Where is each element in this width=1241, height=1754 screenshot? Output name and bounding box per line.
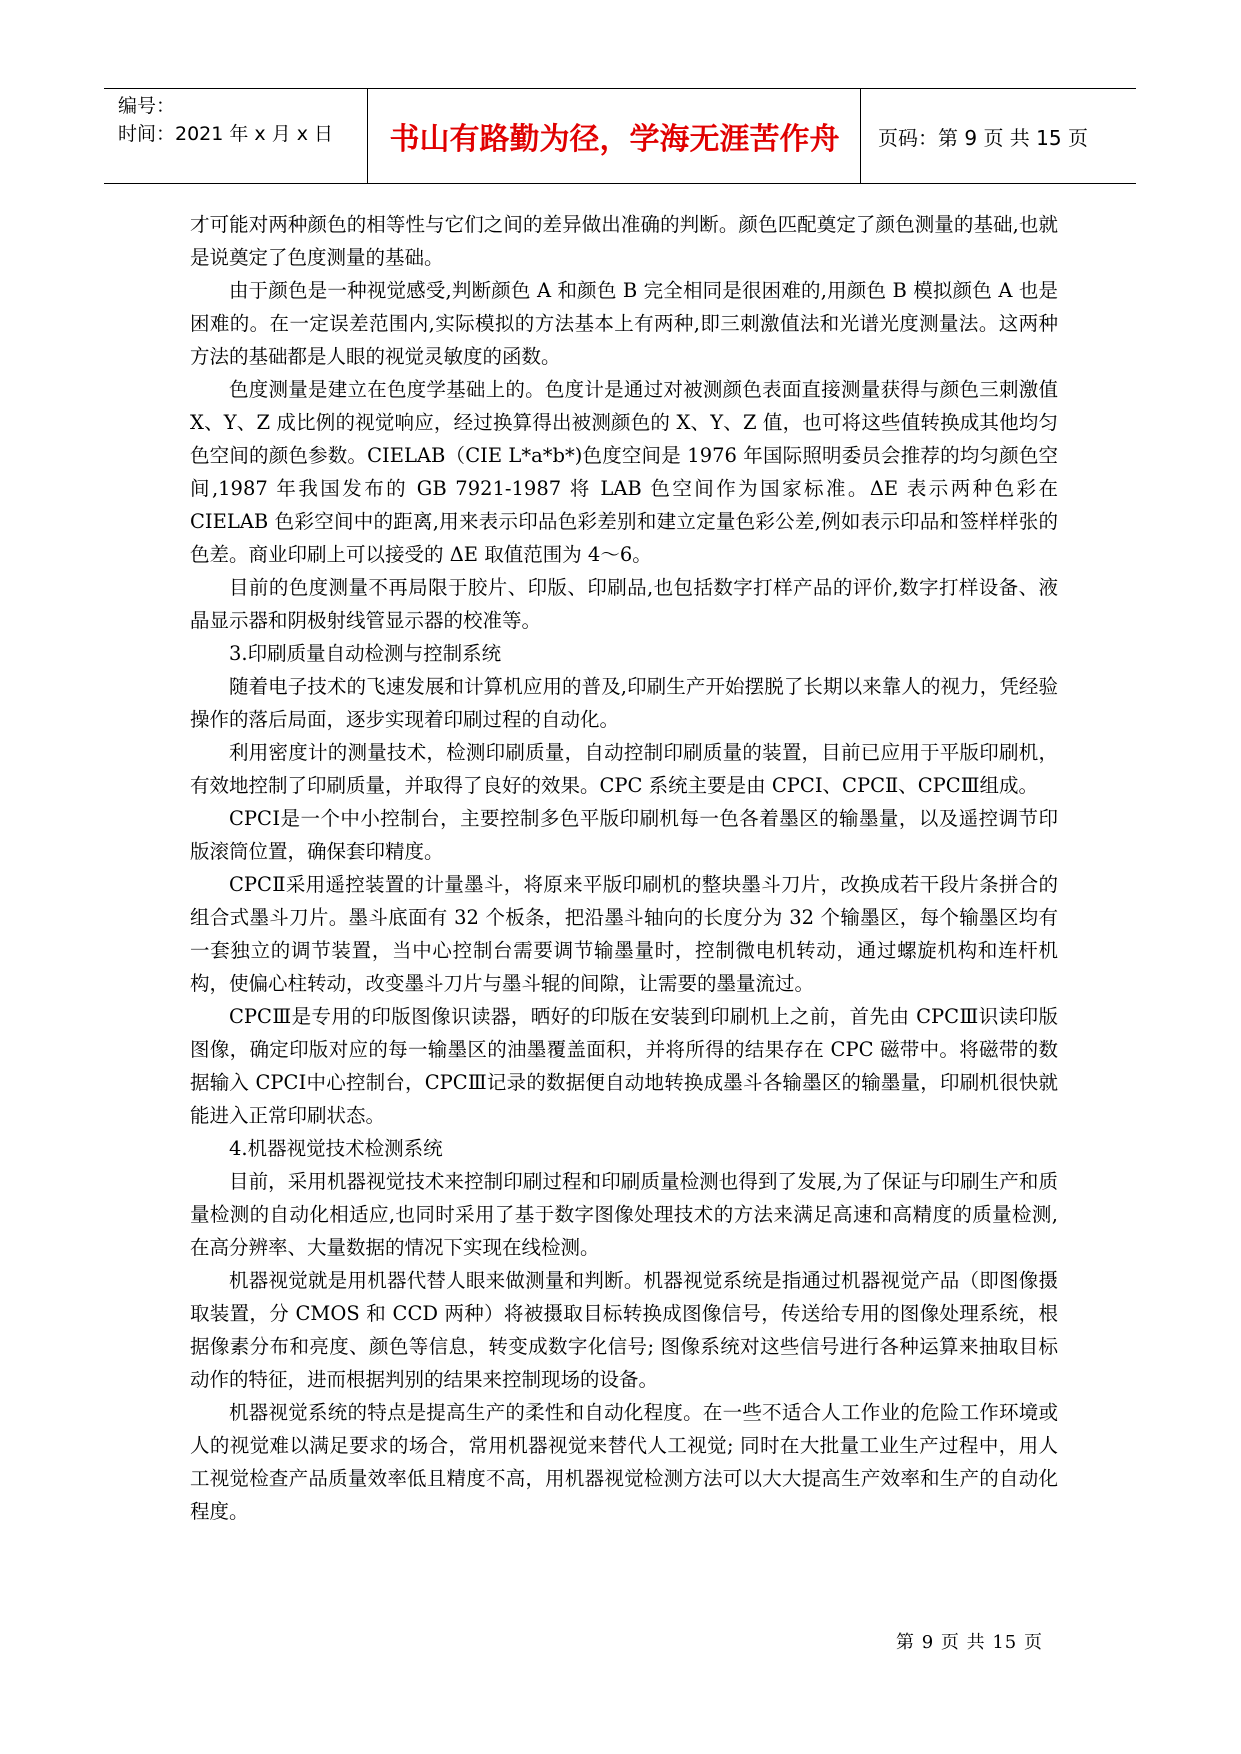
paragraph: 机器视觉就是用机器代替人眼来做测量和判断。机器视觉系统是指通过机器视觉产品（即图像摄取装置，分 CMOS 和 CCD 两种）将被摄取目标转换成图像信号，传送给专用的图像处理系统，根据像素分布和亮度、颜色等信息，转变成数字化信号; 图像系统对这些信号进行各种运算来抽取目标动作的特征，进而根据判别的结果来控制现场的设备。 [190, 1269, 1058, 1391]
header-divider-right [860, 88, 861, 184]
paragraph: 3.印刷质量自动检测与控制系统 [229, 642, 502, 665]
paragraph: 目前，采用机器视觉技术来控制印刷过程和印刷质量检测也得到了发展,为了保证与印刷生产和质量检测的自动化相适应,也同时采用了基于数字图像处理技术的方法来满足高速和高精度的质量检测,在高分辨率、大量数据的情况下实现在线检测。 [190, 1170, 1058, 1259]
paragraph: 由于颜色是一种视觉感受,判断颜色 A 和颜色 B 完全相同是很困难的,用颜色 B 模拟颜色 A 也是困难的。在一定误差范围内,实际模拟的方法基本上有两种,即三刺激值法和光谱光度测量法。这两种方法的基础都是人眼的视觉灵敏度的函数。 [190, 279, 1058, 368]
paragraph: CPCⅢ是专用的印版图像识读器，晒好的印版在安装到印刷机上之前，首先由 CPCⅢ识读印版图像，确定印版对应的每一输墨区的油墨覆盖面积，并将所得的结果存在 CPC 磁带中。将磁带的数据输入 CPCⅠ中心控制台，CPCⅢ记录的数据便自动地转换成墨斗各输墨区的输墨量，印刷机很快就能进入正常印刷状态。 [190, 1005, 1058, 1127]
page-footer: 第 9 页 共 15 页 [896, 1632, 1043, 1653]
paragraph: 机器视觉系统的特点是提高生产的柔性和自动化程度。在一些不适合人工作业的危险工作环境或人的视觉难以满足要求的场合，常用机器视觉来替代人工视觉; 同时在大批量工业生产过程中，用人工视觉检查产品质量效率低且精度不高，用机器视觉检测方法可以大大提高生产效率和生产的自动化程度。 [190, 1401, 1058, 1523]
page-header [104, 88, 1136, 184]
document-body [190, 208, 1058, 1528]
paragraph: 色度测量是建立在色度学基础上的。色度计是通过对被测颜色表面直接测量获得与颜色三刺激值 X、Y、Z 成比例的视觉响应，经过换算得出被测颜色的 X、Y、Z 值，也可将这些值转换成其他均匀色空间的颜色参数。CIELAB（CIE L*a*b*)色度空间是 1976 年国际照明委员会推荐的均匀颜色空间,1987 年我国发布的 GB 7921-1987 将 LAB 色空间作为国家标准。ΔE 表示两种色彩在 CIELAB 色彩空间中的距离,用来表示印品色彩差别和建立定量色彩公差,例如表示印品和签样样张的色差。商业印刷上可以接受的 ΔE 取值范围为 4～6。 [190, 378, 1058, 566]
paragraph: 才可能对两种颜色的相等性与它们之间的差异做出准确的判断。颜色匹配奠定了颜色测量的基础,也就是说奠定了色度测量的基础。 [190, 213, 1058, 269]
paragraph: CPCⅡ采用遥控装置的计量墨斗，将原来平版印刷机的整块墨斗刀片，改换成若干段片条拼合的组合式墨斗刀片。墨斗底面有 32 个板条，把沿墨斗轴向的长度分为 32 个输墨区，每个输墨区均有一套独立的调节装置，当中心控制台需要调节输墨量时，控制微电机转动，通过螺旋机构和连杆机构，使偏心柱转动，改变墨斗刀片与墨斗辊的间隙，让需要的墨量流过。 [190, 873, 1058, 995]
number-label: 编号： [118, 95, 176, 117]
header-motto: 书山有路勤为径，学海无涯苦作舟 [389, 122, 840, 157]
paragraph: 随着电子技术的飞速发展和计算机应用的普及,印刷生产开始摆脱了长期以来靠人的视力，凭经验操作的落后局面，逐步实现着印刷过程的自动化。 [190, 675, 1058, 731]
header-meta [118, 92, 333, 148]
time-label: 时间：2021 年 x 月 x 日 [118, 123, 334, 145]
paragraph: 4.机器视觉技术检测系统 [229, 1137, 443, 1160]
paragraph: 目前的色度测量不再局限于胶片、印版、印刷品,也包括数字打样产品的评价,数字打样设备、液晶显示器和阴极射线管显示器的校准等。 [190, 576, 1058, 632]
header-page-label: 页码：第 9 页 共 15 页 [878, 125, 1088, 150]
header-divider-left [367, 88, 368, 184]
paragraph: CPCⅠ是一个中小控制台，主要控制多色平版印刷机每一色各着墨区的输墨量，以及遥控调节印版滚筒位置，确保套印精度。 [190, 807, 1058, 863]
paragraph: 利用密度计的测量技术，检测印刷质量，自动控制印刷质量的装置，目前已应用于平版印刷机，有效地控制了印刷质量，并取得了良好的效果。CPC 系统主要是由 CPCⅠ、CPCⅡ、CPCⅢ组成。 [190, 741, 1058, 797]
